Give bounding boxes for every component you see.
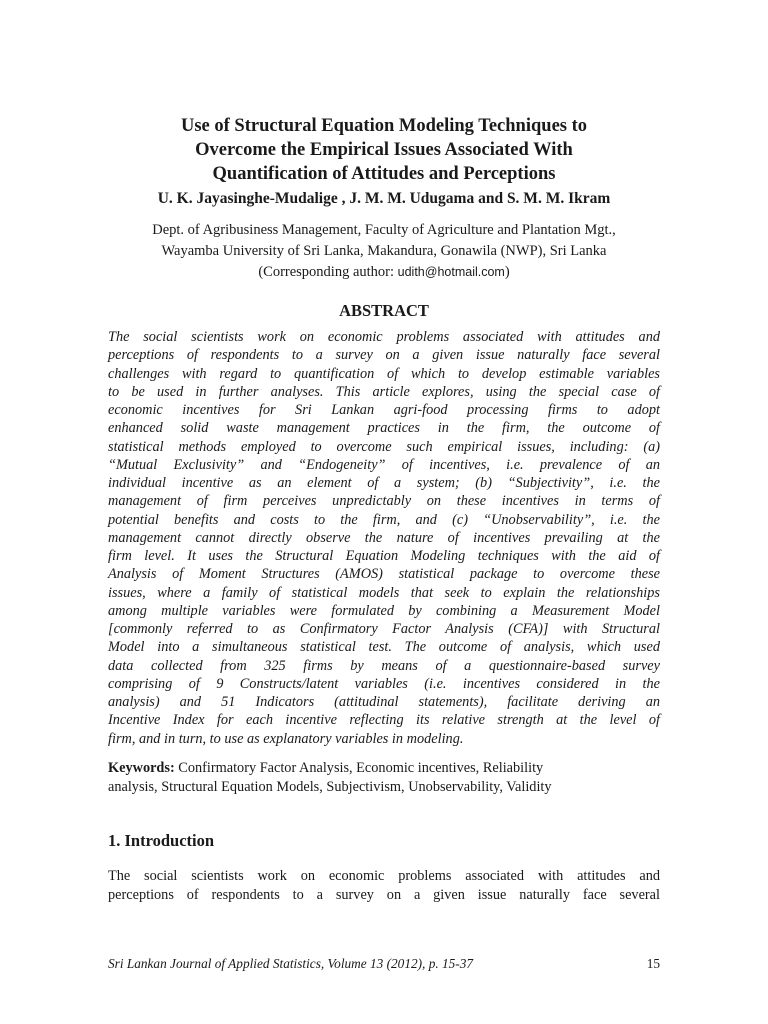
abstract-line: comprising of 9 Constructs/latent variables (i.e. incentives considered in the <box>108 675 660 692</box>
abstract-line: economic incentives for Sri Lankan agri-food processing firms to adopt <box>108 402 660 418</box>
abstract-line: perceptions of respondents to a survey on a given issue naturally face several <box>108 347 660 364</box>
keywords <box>108 759 660 797</box>
introduction-line: perceptions of respondents to a survey on a given issue naturally face several <box>108 887 660 903</box>
abstract-line: to be used in further analyses. This article explores, using the special case of <box>108 383 660 400</box>
abstract-line: among multiple variables were formulated by combining a Measurement Model <box>108 602 660 619</box>
abstract-line: The social scientists work on economic problems associated with attitudes and <box>108 329 660 345</box>
abstract-line: firm, and in turn, to use as explanatory variables in modeling. <box>108 730 464 747</box>
author-list: U. K. Jayasinghe-Mudalige , J. M. M. Udugama and S. M. M. Ikram <box>157 190 611 207</box>
keywords-label: Keywords: <box>108 760 175 776</box>
title-line: Use of Structural Equation Modeling Techniques to <box>180 116 588 136</box>
abstract-line: “Mutual Exclusivity” and “Endogeneity” of incentives, i.e. prevalence of an <box>108 456 660 473</box>
abstract-line: analysis) and 51 Indicators (attitudinal statements), facilitate deriving an <box>108 694 660 710</box>
author-email[interactable]: udith@hotmail.com <box>397 265 505 279</box>
page-number: 15 <box>646 956 660 971</box>
abstract-line: data collected from 325 firms by means of a questionnaire-based survey <box>108 657 660 674</box>
abstract-line: management of firm perceives unpredictably on these incentives in terms of <box>108 493 660 510</box>
abstract-line: [commonly referred to as Confirmatory Factor Analysis (CFA)] with Structural <box>108 621 660 637</box>
abstract-line: potential benefits and costs to the firm, and (c) “Unobservability”, i.e. the <box>108 511 660 528</box>
corresponding-author-suffix: ) <box>504 264 510 280</box>
paper-title <box>108 114 660 186</box>
keywords-text: Confirmatory Factor Analysis, Economic incentives, Reliability <box>174 760 544 776</box>
keywords-line <box>108 759 660 778</box>
abstract-line: Incentive Index for each incentive reflecting its relative strength at the level of <box>108 712 660 729</box>
introduction-body <box>108 867 660 905</box>
abstract-line: enhanced solid waste management practices in the firm, the outcome of <box>108 420 660 437</box>
section-heading-introduction: 1. Introduction <box>108 831 215 850</box>
affiliation-line: Dept. of Agribusiness Management, Faculty of Agriculture and Plantation Mgt., <box>152 222 616 238</box>
abstract-line: individual incentive as an element of a system; (b) “Subjectivity”, i.e. the <box>108 475 660 491</box>
abstract-line: firm level. It uses the Structural Equation Modeling techniques with the aid of <box>108 548 660 564</box>
abstract-heading: ABSTRACT <box>339 301 429 320</box>
affiliation-line: Wayamba University of Sri Lanka, Makandura, Gonawila (NWP), Sri Lanka <box>161 243 607 259</box>
abstract-line: statistical methods employed to overcome such empirical issues, including: (a) <box>108 438 660 455</box>
footer-journal-citation: Sri Lankan Journal of Applied Statistics, Volume 13 (2012), p. 15-37 <box>108 956 474 971</box>
title-line: Overcome the Empirical Issues Associated With <box>195 140 573 160</box>
title-line: Quantification of Attitudes and Perceptions <box>212 164 556 184</box>
abstract-line: Analysis of Moment Structures (AMOS) statistical package to overcome these <box>108 566 660 583</box>
abstract-line: issues, where a family of statistical models that seek to explain the relationships <box>108 584 660 601</box>
introduction-line: The social scientists work on economic problems associated with attitudes and <box>108 868 660 884</box>
abstract-line: Model into a simultaneous statistical test. The outcome of analysis, which used <box>108 639 660 656</box>
corresponding-author-prefix: (Corresponding author: <box>258 264 398 280</box>
abstract-line: management cannot directly observe the nature of incentives prevailing at the <box>108 529 660 546</box>
affiliation <box>100 220 668 283</box>
abstract-line: challenges with regard to quantification of which to develop estimable variables <box>108 365 660 382</box>
corresponding-author-line <box>100 262 668 283</box>
abstract-body <box>108 328 660 748</box>
keywords-line: analysis, Structural Equation Models, Subjectivism, Unobservability, Validity <box>108 779 552 795</box>
